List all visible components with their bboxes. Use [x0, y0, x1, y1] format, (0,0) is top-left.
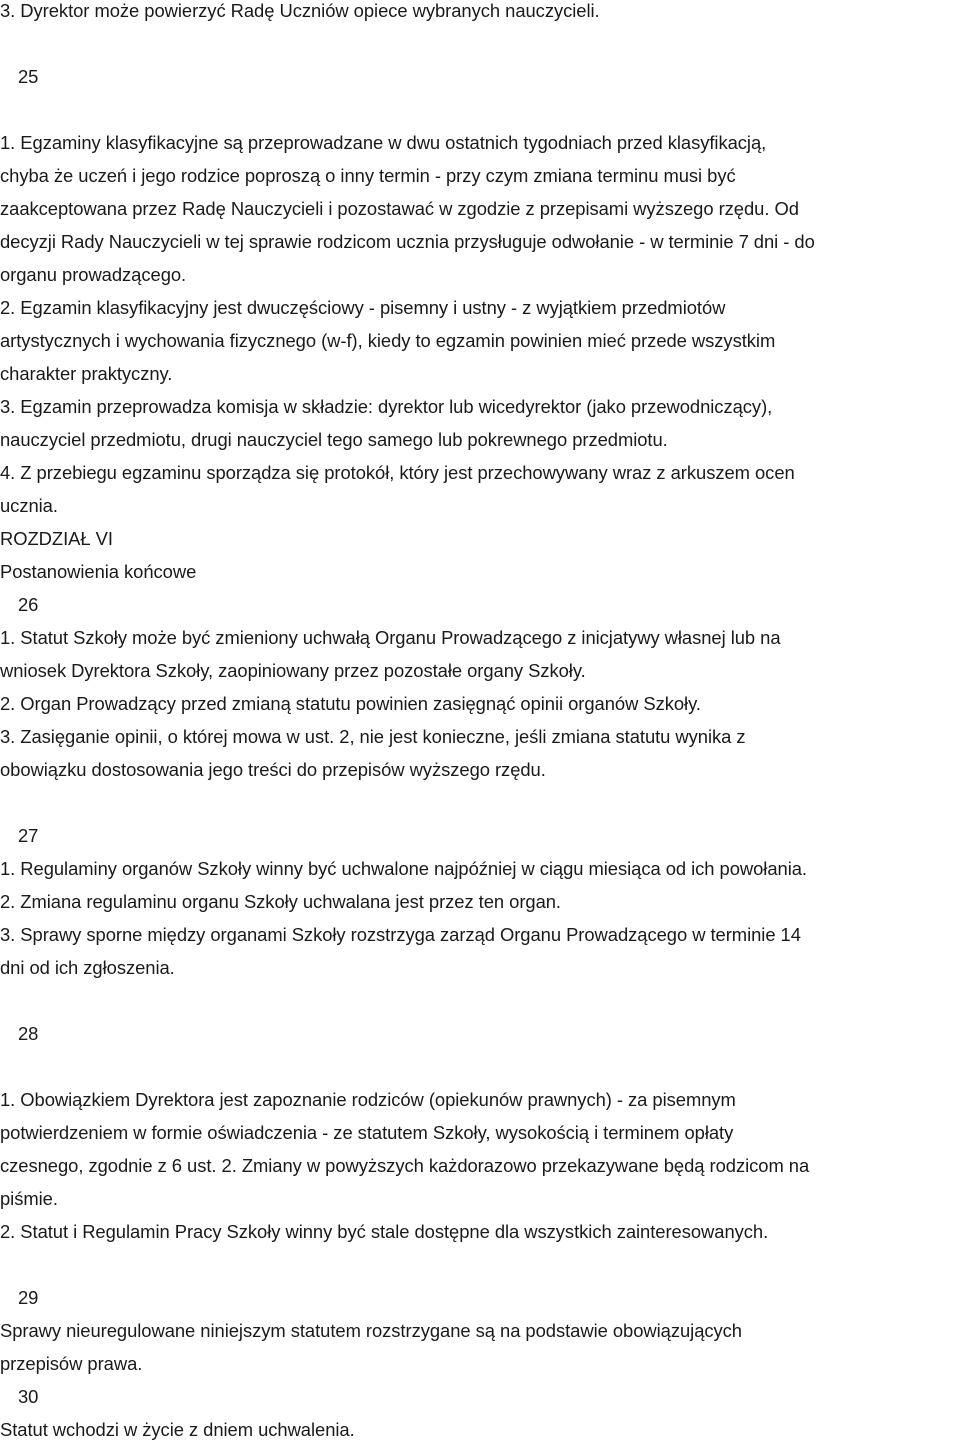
section-heading: 27 [18, 825, 39, 846]
section-heading: 30 [18, 1386, 39, 1407]
text-line: Statut wchodzi w życie z dniem uchwalenia. [0, 1419, 355, 1440]
text-line: ucznia. [0, 495, 58, 516]
chapter-title: Postanowienia końcowe [0, 561, 197, 582]
text-line: 3. Zasięganie opinii, o której mowa w ust. 2, nie jest konieczne, jeśli zmiana statutu wynika z [0, 726, 746, 747]
chapter-heading: ROZDZIAŁ VI [0, 528, 113, 549]
text-line: zaakceptowana przez Radę Nauczycieli i pozostawać w zgodzie z przepisami wyższego rzędu. Od [0, 198, 799, 219]
text-line: obowiązku dostosowania jego treści do przepisów wyższego rzędu. [0, 759, 546, 780]
text-line: 2. Organ Prowadzący przed zmianą statutu powinien zasięgnąć opinii organów Szkoły. [0, 693, 701, 714]
text-line: 2. Statut i Regulamin Pracy Szkoły winny być stale dostępne dla wszystkich zainteresowanych. [0, 1221, 769, 1242]
text-line: 1. Egzaminy klasyfikacyjne są przeprowadzane w dwu ostatnich tygodniach przed klasyfikacją, [0, 132, 767, 153]
text-line: 3. Sprawy sporne między organami Szkoły rozstrzyga zarząd Organu Prowadzącego w terminie 14 [0, 924, 801, 945]
text-line: 2. Egzamin klasyfikacyjny jest dwuczęściowy - pisemny i ustny - z wyjątkiem przedmiotów [0, 297, 726, 318]
text-line: 4. Z przebiegu egzaminu sporządza się protokół, który jest przechowywany wraz z arkuszem ocen [0, 462, 795, 483]
text-line: 3. Dyrektor może powierzyć Radę Uczniów opiece wybranych nauczycieli. [0, 0, 600, 21]
text-line: chyba że uczeń i jego rodzice poproszą o inny termin - przy czym zmiana terminu musi być [0, 165, 736, 186]
text-line: 2. Zmiana regulaminu organu Szkoły uchwalana jest przez ten organ. [0, 891, 561, 912]
text-line: potwierdzeniem w formie oświadczenia - ze statutem Szkoły, wysokością i terminem opłaty [0, 1122, 734, 1143]
text-line: przepisów prawa. [0, 1353, 143, 1374]
text-line: decyzji Rady Nauczycieli w tej sprawie rodzicom ucznia przysługuje odwołanie - w terminie 7 dni - do [0, 231, 815, 252]
section-heading: 26 [18, 594, 39, 615]
text-line: 1. Regulaminy organów Szkoły winny być uchwalone najpóźniej w ciągu miesiąca od ich powołania. [0, 858, 807, 879]
text-line: Sprawy nieuregulowane niniejszym statutem rozstrzygane są na podstawie obowiązujących [0, 1320, 742, 1341]
text-line: dni od ich zgłoszenia. [0, 957, 175, 978]
section-heading: 25 [18, 66, 39, 87]
text-line: artystycznych i wychowania fizycznego (w-f), kiedy to egzamin powinien mieć przede wszystkim [0, 330, 776, 351]
text-line: nauczyciel przedmiotu, drugi nauczyciel tego samego lub pokrewnego przedmiotu. [0, 429, 668, 450]
text-line: charakter praktyczny. [0, 363, 173, 384]
text-line: piśmie. [0, 1188, 58, 1209]
text-line: 3. Egzamin przeprowadza komisja w składzie: dyrektor lub wicedyrektor (jako przewodniczący), [0, 396, 773, 417]
text-line: 1. Obowiązkiem Dyrektora jest zapoznanie rodziców (opiekunów prawnych) - za pisemnym [0, 1089, 736, 1110]
text-line: wniosek Dyrektora Szkoły, zaopiniowany przez pozostałe organy Szkoły. [0, 660, 586, 681]
text-line: czesnego, zgodnie z 6 ust. 2. Zmiany w powyższych każdorazowo przekazywane będą rodzicom na [0, 1155, 810, 1176]
section-heading: 29 [18, 1287, 39, 1308]
text-line: 1. Statut Szkoły może być zmieniony uchwałą Organu Prowadzącego z inicjatywy własnej lub na [0, 627, 781, 648]
text-line: organu prowadzącego. [0, 264, 187, 285]
section-heading: 28 [18, 1023, 39, 1044]
